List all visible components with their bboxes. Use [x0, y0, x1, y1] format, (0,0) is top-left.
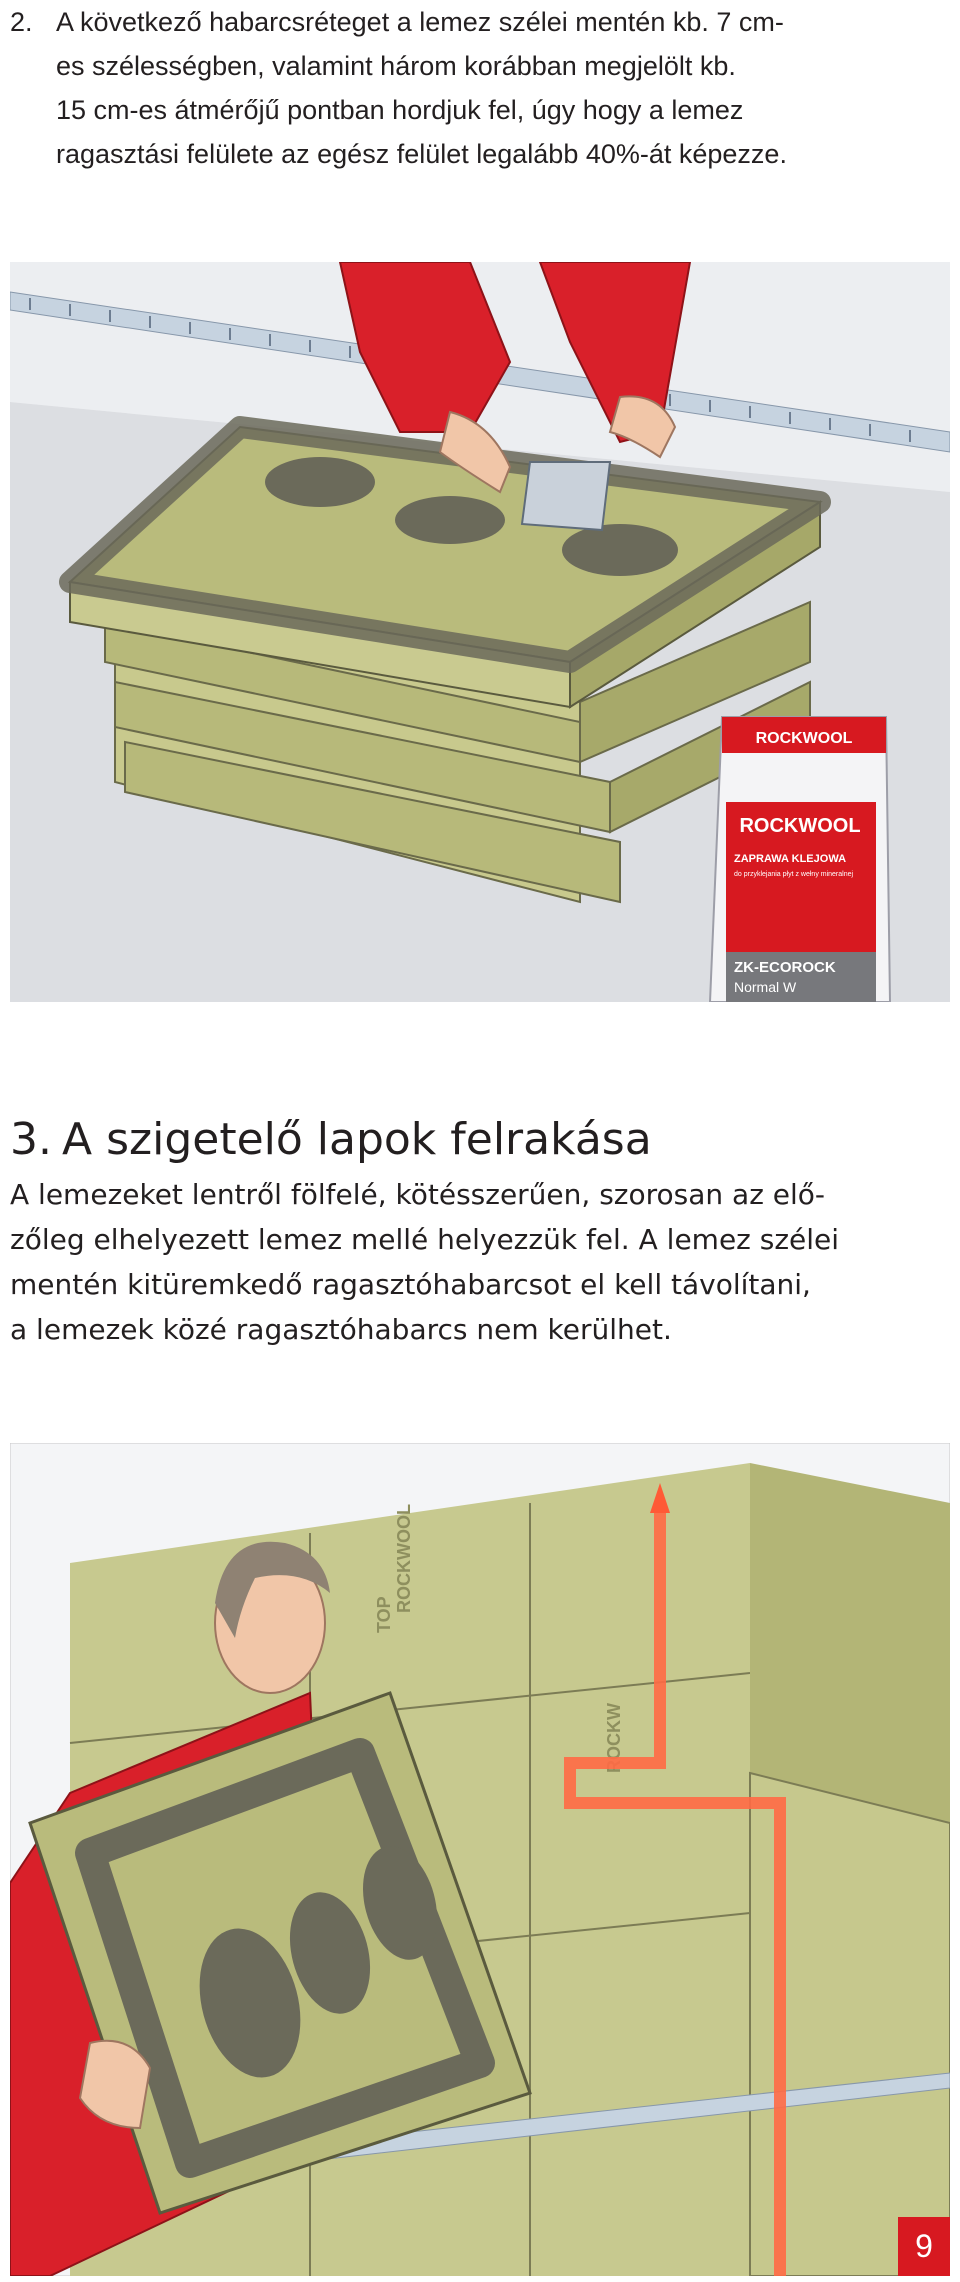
page-number: 9 [898, 2217, 950, 2276]
bag-top-text: ROCKWOOL [755, 730, 853, 747]
step-2-text: A következő habarcsréteget a lemez szélei mentén kb. 7 cm- es szélességben, valamint három korábban megjelölt kb. 15 cm-es átmérőjű pontban hordjuk fel, úgy hogy a lemez ragasztási felülete az egész felület legalább 40%-át képezze. [56, 7, 787, 169]
illustration-applying-mortar [10, 262, 950, 1002]
section-3-title: A szigetelő lapok felrakása [61, 1114, 652, 1165]
step-2-number: 2. [10, 7, 33, 37]
bag-product-name: ZK-ECOROCK [734, 959, 836, 976]
bag-product-description: do przyklejania płyt z wełny mineralnej [734, 871, 854, 878]
bag-brand: ROCKWOOL [739, 815, 861, 837]
illustration-placing-board [10, 1443, 950, 2276]
bag-product-variant: Normal W [734, 979, 797, 995]
board-print-top: TOP [374, 1596, 394, 1633]
section-3-text: A lemezeket lentről fölfelé, kötésszerűen, szorosan az elő- zőleg elhelyezett lemez mellé helyezzük fel. A lemez szélei mentén kitüremkedő ragasztóhabarcsot el kell távolítani, a lemezek közé ragasztóhabarcs nem kerülhet. [10, 1178, 840, 1346]
board-print-brand: ROCKWOOL [394, 1504, 414, 1613]
board-print-brand-partial: ROCKW [604, 1703, 624, 1773]
section-3-number: 3. [10, 1114, 52, 1165]
bag-product-type: ZAPRAWA KLEJOWA [734, 853, 847, 865]
step-2-instruction [10, 0, 950, 176]
section-3-heading [10, 1112, 652, 1168]
